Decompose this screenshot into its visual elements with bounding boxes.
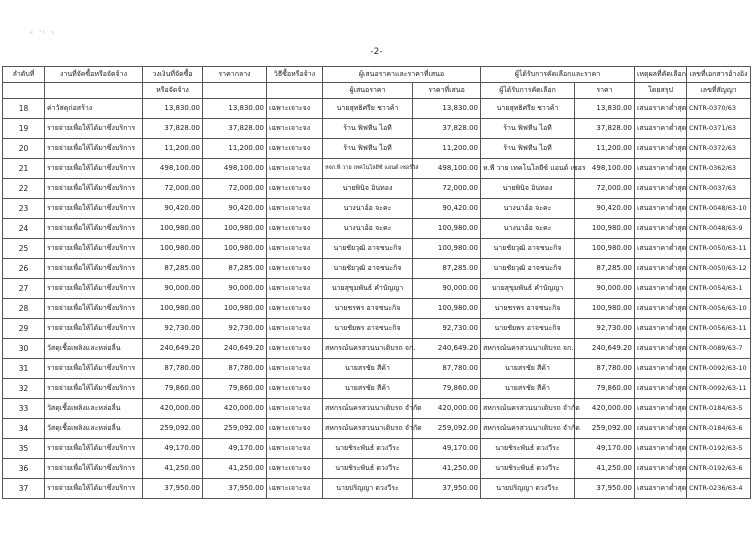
winner-cell: ห.พี วาย เทคโนโลยีซ์ แอนด์ เซอร [481,159,575,179]
median-cell: 37,828.00 [203,119,267,139]
item-cell: รายจ่ายเพื่อให้ได้มาซึ่งบริการ [45,219,143,239]
reason-cell: เสนอราคาต่ำสุด [635,319,687,339]
method-cell: เฉพาะเจาะจง [267,419,323,439]
table-row [3,179,751,199]
contract-number-cell: CNTR-0192/63-5 [687,439,751,459]
seq-cell: 35 [3,439,45,459]
table-row [3,379,751,399]
seq-cell: 18 [3,99,45,119]
procurement-table [2,66,751,499]
header-price: ราคา [575,83,635,99]
winner-cell: นายพินิจ อินทอง [481,179,575,199]
method-cell: เฉพาะเจาะจง [267,259,323,279]
median-cell: 240,649.20 [203,339,267,359]
budget-cell: 100,980.00 [143,219,203,239]
winner-cell: นายชิระพันธ์ ดวงวีระ [481,439,575,459]
price-cell: 100,980.00 [575,219,635,239]
median-cell: 90,000.00 [203,279,267,299]
price-cell: 72,000.00 [575,179,635,199]
price-cell: 37,950.00 [575,479,635,499]
scan-mark: ᵉ ʹᵗ ˢ [30,30,56,38]
seq-cell: 19 [3,119,45,139]
offer-cell: 87,780.00 [413,359,481,379]
bidder-cell: ร้าน ฟิฟทีน ไอที [323,119,413,139]
bidder-cell: นายชิระพันธ์ ดวงวีระ [323,459,413,479]
table-row [3,119,751,139]
contract-number-cell: CNTR-0056/63-11 [687,319,751,339]
item-cell: ค่าวัสดุก่อสร้าง [45,99,143,119]
budget-cell: 90,420.00 [143,199,203,219]
header-budget: วงเงินที่จัดซื้อ [143,67,203,83]
method-cell: เฉพาะเจาะจง [267,179,323,199]
reason-cell: เสนอราคาต่ำสุด [635,299,687,319]
offer-cell: 72,000.00 [413,179,481,199]
bidder-cell: สหกรณ์นครสวนนาเติบรถ จำกัด [323,419,413,439]
method-cell: เฉพาะเจาะจง [267,339,323,359]
table-body [3,99,751,499]
winner-cell: นายชัยพร อาจชนะกิจ [481,319,575,339]
offer-cell: 90,420.00 [413,199,481,219]
header-budget-line2: หรือจัดจ้าง [143,83,203,99]
winner-cell: นางนาอ้อ จะคะ [481,199,575,219]
winner-cell: นายปริญญา ดวงวีระ [481,479,575,499]
item-cell: รายจ่ายเพื่อให้ได้มาซึ่งบริการ [45,179,143,199]
budget-cell: 11,200.00 [143,139,203,159]
price-cell: 498,100.00 [575,159,635,179]
header-reason: เหตุผลที่คัดเลือก [635,67,687,83]
price-cell: 90,000.00 [575,279,635,299]
item-cell: รายจ่ายเพื่อให้ได้มาซึ่งบริการ [45,259,143,279]
budget-cell: 259,092.00 [143,419,203,439]
contract-number-cell: CNTR-0372/63 [687,139,751,159]
median-cell: 37,950.00 [203,479,267,499]
median-cell: 90,420.00 [203,199,267,219]
contract-number-cell: CNTR-0184/63-5 [687,399,751,419]
method-cell: เฉพาะเจาะจง [267,199,323,219]
table-row [3,239,751,259]
table-row [3,279,751,299]
price-cell: 90,420.00 [575,199,635,219]
bidder-cell: นายสรชัย สีค้า [323,359,413,379]
offer-cell: 420,000.00 [413,399,481,419]
bidder-cell: นายสุขุมพันธ์ คำบัญญา [323,279,413,299]
table-row [3,479,751,499]
item-cell: รายจ่ายเพื่อให้ได้มาซึ่งบริการ [45,159,143,179]
median-cell: 259,092.00 [203,419,267,439]
bidder-cell: สหกรณ์นครสวนนาเติบรถ จก. [323,339,413,359]
budget-cell: 87,780.00 [143,359,203,379]
header-reason-line2: โดยสรุป [635,83,687,99]
price-cell: 49,170.00 [575,439,635,459]
header-method-cont [267,83,323,99]
bidder-cell: หจก.พี วาย เทคโนโลยีซ์ แอนด์ เซอร์วิส [323,159,413,179]
seq-cell: 33 [3,399,45,419]
table-row [3,399,751,419]
contract-number-cell: CNTR-0371/63 [687,119,751,139]
bidder-cell: นายปริญญา ดวงวีระ [323,479,413,499]
method-cell: เฉพาะเจาะจง [267,159,323,179]
winner-cell: นายชิระพันธ์ ดวงวีระ [481,459,575,479]
reason-cell: เสนอราคาต่ำสุด [635,419,687,439]
method-cell: เฉพาะเจาะจง [267,459,323,479]
contract-number-cell: CNTR-0054/63-1 [687,279,751,299]
item-cell: รายจ่ายเพื่อให้ได้มาซึ่งบริการ [45,199,143,219]
median-cell: 100,980.00 [203,239,267,259]
method-cell: เฉพาะเจาะจง [267,139,323,159]
offer-cell: 13,830.00 [413,99,481,119]
winner-cell: นางนาอ้อ จะคะ [481,219,575,239]
winner-cell: สหกรณ์นครสวนนาเติบรถ จก. [481,339,575,359]
reason-cell: เสนอราคาต่ำสุด [635,379,687,399]
seq-cell: 36 [3,459,45,479]
method-cell: เฉพาะเจาะจง [267,239,323,259]
bidder-cell: นางนาอ้อ จะคะ [323,219,413,239]
reason-cell: เสนอราคาต่ำสุด [635,359,687,379]
contract-number-cell: CNTR-0048/63-9 [687,219,751,239]
price-cell: 13,830.00 [575,99,635,119]
reason-cell: เสนอราคาต่ำสุด [635,459,687,479]
median-cell: 72,000.00 [203,179,267,199]
table-row [3,419,751,439]
winner-cell: นายสุขุมพันธ์ คำบัญญา [481,279,575,299]
offer-cell: 41,250.00 [413,459,481,479]
median-cell: 11,200.00 [203,139,267,159]
page-number: -2- [370,47,383,57]
header-ref: เลขที่เอกสารอ้างอิง [687,67,751,83]
header-bidders-group: ผู้เสนอราคาและราคาที่เสนอ [323,67,481,83]
seq-cell: 37 [3,479,45,499]
reason-cell: เสนอราคาต่ำสุด [635,239,687,259]
winner-cell: นายชรพร อาจชนะกิจ [481,299,575,319]
median-cell: 87,780.00 [203,359,267,379]
reason-cell: เสนอราคาต่ำสุด [635,479,687,499]
header-item: งานที่จัดซื้อหรือจัดจ้าง [45,67,143,83]
seq-cell: 27 [3,279,45,299]
seq-cell: 29 [3,319,45,339]
method-cell: เฉพาะเจาะจง [267,439,323,459]
contract-number-cell: CNTR-0092/63-10 [687,359,751,379]
seq-cell: 25 [3,239,45,259]
price-cell: 100,980.00 [575,239,635,259]
price-cell: 41,250.00 [575,459,635,479]
median-cell: 41,250.00 [203,459,267,479]
item-cell: รายจ่ายเพื่อให้ได้มาซึ่งบริการ [45,119,143,139]
price-cell: 37,828.00 [575,119,635,139]
method-cell: เฉพาะเจาะจง [267,119,323,139]
price-cell: 100,980.00 [575,299,635,319]
reason-cell: เสนอราคาต่ำสุด [635,399,687,419]
method-cell: เฉพาะเจาะจง [267,279,323,299]
header-median: ราคากลาง [203,67,267,83]
winner-cell: นายสุทธิศรีย ชาวค้า [481,99,575,119]
seq-cell: 32 [3,379,45,399]
seq-cell: 31 [3,359,45,379]
seq-cell: 30 [3,339,45,359]
seq-cell: 20 [3,139,45,159]
bidder-cell: นายชัยพร อาจชนะกิจ [323,319,413,339]
bidder-cell: นายชิระพันธ์ ดวงวีระ [323,439,413,459]
method-cell: เฉพาะเจาะจง [267,99,323,119]
item-cell: วัสดุเชื้อเพลิงและหล่อลื่น [45,399,143,419]
bidder-cell: สหกรณ์นครสวนนาเติบรถ จำกัด [323,399,413,419]
price-cell: 240,649.20 [575,339,635,359]
item-cell: รายจ่ายเพื่อให้ได้มาซึ่งบริการ [45,279,143,299]
contract-number-cell: CNTR-0037/63 [687,179,751,199]
budget-cell: 92,730.00 [143,319,203,339]
offer-cell: 498,100.00 [413,159,481,179]
offer-cell: 92,730.00 [413,319,481,339]
item-cell: รายจ่ายเพื่อให้ได้มาซึ่งบริการ [45,479,143,499]
header-offer: ราคาที่เสนอ [413,83,481,99]
winner-cell: นายชัยวุฒิ อาจชนะกิจ [481,259,575,279]
budget-cell: 37,950.00 [143,479,203,499]
median-cell: 79,860.00 [203,379,267,399]
bidder-cell: นายพินิจ อินทอง [323,179,413,199]
item-cell: รายจ่ายเพื่อให้ได้มาซึ่งบริการ [45,299,143,319]
offer-cell: 240,649.20 [413,339,481,359]
budget-cell: 87,285.00 [143,259,203,279]
contract-number-cell: CNTR-0236/63-4 [687,479,751,499]
header-winner: ผู้ได้รับการคัดเลือก [481,83,575,99]
budget-cell: 100,980.00 [143,299,203,319]
budget-cell: 49,170.00 [143,439,203,459]
item-cell: รายจ่ายเพื่อให้ได้มาซึ่งบริการ [45,239,143,259]
table-row [3,159,751,179]
table-row [3,359,751,379]
contract-number-cell: CNTR-0048/63-10 [687,199,751,219]
contract-number-cell: CNTR-0089/63-7 [687,339,751,359]
budget-cell: 100,980.00 [143,239,203,259]
table-row [3,199,751,219]
reason-cell: เสนอราคาต่ำสุด [635,139,687,159]
budget-cell: 79,860.00 [143,379,203,399]
table-row [3,219,751,239]
header-bidder: ผู้เสนอราคา [323,83,413,99]
header-median-cont [203,83,267,99]
winner-cell: นายสรชัย สีค้า [481,359,575,379]
winner-cell: ร้าน ฟิฟทีน ไอที [481,139,575,159]
reason-cell: เสนอราคาต่ำสุด [635,199,687,219]
median-cell: 92,730.00 [203,319,267,339]
median-cell: 49,170.00 [203,439,267,459]
winner-cell: นายสรชัย สีค้า [481,379,575,399]
reason-cell: เสนอราคาต่ำสุด [635,439,687,459]
offer-cell: 100,980.00 [413,219,481,239]
contract-number-cell: CNTR-0050/63-11 [687,239,751,259]
offer-cell: 259,092.00 [413,419,481,439]
budget-cell: 90,000.00 [143,279,203,299]
reason-cell: เสนอราคาต่ำสุด [635,179,687,199]
reason-cell: เสนอราคาต่ำสุด [635,259,687,279]
contract-number-cell: CNTR-0184/63-6 [687,419,751,439]
seq-cell: 24 [3,219,45,239]
method-cell: เฉพาะเจาะจง [267,299,323,319]
bidder-cell: นายสรชัย สีค้า [323,379,413,399]
price-cell: 79,860.00 [575,379,635,399]
seq-cell: 22 [3,179,45,199]
header-seq-cont [3,83,45,99]
budget-cell: 498,100.00 [143,159,203,179]
seq-cell: 21 [3,159,45,179]
item-cell: รายจ่ายเพื่อให้ได้มาซึ่งบริการ [45,319,143,339]
header-selected-group: ผู้ได้รับการคัดเลือกและราคา [481,67,635,83]
median-cell: 420,000.00 [203,399,267,419]
header-method: วิธีซื้อหรือจ้าง [267,67,323,83]
winner-cell: สหกรณ์นครสวนนาเติบรถ จำกัด [481,399,575,419]
price-cell: 92,730.00 [575,319,635,339]
reason-cell: เสนอราคาต่ำสุด [635,99,687,119]
seq-cell: 23 [3,199,45,219]
offer-cell: 49,170.00 [413,439,481,459]
offer-cell: 100,980.00 [413,299,481,319]
contract-number-cell: CNTR-0370/63 [687,99,751,119]
table-row [3,459,751,479]
method-cell: เฉพาะเจาะจง [267,319,323,339]
median-cell: 100,980.00 [203,219,267,239]
offer-cell: 79,860.00 [413,379,481,399]
offer-cell: 100,980.00 [413,239,481,259]
median-cell: 100,980.00 [203,299,267,319]
offer-cell: 11,200.00 [413,139,481,159]
price-cell: 87,285.00 [575,259,635,279]
header-seq: ลำดับที่ [3,67,45,83]
contract-number-cell: CNTR-0192/63-6 [687,459,751,479]
table-row [3,339,751,359]
bidder-cell: นายชรพร อาจชนะกิจ [323,299,413,319]
bidder-cell: นายชัยวุฒิ อาจชนะกิจ [323,259,413,279]
contract-number-cell: CNTR-0362/63 [687,159,751,179]
item-cell: รายจ่ายเพื่อให้ได้มาซึ่งบริการ [45,439,143,459]
method-cell: เฉพาะเจาะจง [267,399,323,419]
budget-cell: 13,830.00 [143,99,203,119]
offer-cell: 37,950.00 [413,479,481,499]
budget-cell: 41,250.00 [143,459,203,479]
seq-cell: 26 [3,259,45,279]
budget-cell: 240,649.20 [143,339,203,359]
offer-cell: 87,285.00 [413,259,481,279]
median-cell: 13,830.00 [203,99,267,119]
contract-number-cell: CNTR-0092/63-11 [687,379,751,399]
price-cell: 87,780.00 [575,359,635,379]
seq-cell: 34 [3,419,45,439]
table-row [3,439,751,459]
bidder-cell: นายชัยวุฒิ อาจชนะกิจ [323,239,413,259]
contract-number-cell: CNTR-0056/63-10 [687,299,751,319]
winner-cell: นายชัยวุฒิ อาจชนะกิจ [481,239,575,259]
table-row [3,299,751,319]
header-ref-line2: เลขที่สัญญา [687,83,751,99]
budget-cell: 37,828.00 [143,119,203,139]
median-cell: 498,100.00 [203,159,267,179]
table-row [3,139,751,159]
budget-cell: 72,000.00 [143,179,203,199]
bidder-cell: นายสุทธิศรีย ชาวค้า [323,99,413,119]
item-cell: รายจ่ายเพื่อให้ได้มาซึ่งบริการ [45,459,143,479]
item-cell: วัสดุเชื้อเพลิงและหล่อลื่น [45,339,143,359]
offer-cell: 90,000.00 [413,279,481,299]
budget-cell: 420,000.00 [143,399,203,419]
contract-number-cell: CNTR-0050/63-12 [687,259,751,279]
winner-cell: สหกรณ์นครสวนนาเติบรถ จำกัด [481,419,575,439]
reason-cell: เสนอราคาต่ำสุด [635,159,687,179]
median-cell: 87,285.00 [203,259,267,279]
bidder-cell: นางนาอ้อ จะคะ [323,199,413,219]
header-item-cont [45,83,143,99]
method-cell: เฉพาะเจาะจง [267,219,323,239]
table-row [3,259,751,279]
offer-cell: 37,828.00 [413,119,481,139]
table-row [3,319,751,339]
method-cell: เฉพาะเจาะจง [267,359,323,379]
method-cell: เฉพาะเจาะจง [267,379,323,399]
item-cell: รายจ่ายเพื่อให้ได้มาซึ่งบริการ [45,139,143,159]
item-cell: รายจ่ายเพื่อให้ได้มาซึ่งบริการ [45,359,143,379]
bidder-cell: ร้าน ฟิฟทีน ไอที [323,139,413,159]
item-cell: รายจ่ายเพื่อให้ได้มาซึ่งบริการ [45,379,143,399]
method-cell: เฉพาะเจาะจง [267,479,323,499]
price-cell: 259,092.00 [575,419,635,439]
reason-cell: เสนอราคาต่ำสุด [635,279,687,299]
reason-cell: เสนอราคาต่ำสุด [635,219,687,239]
winner-cell: ร้าน ฟิฟทีน ไอที [481,119,575,139]
reason-cell: เสนอราคาต่ำสุด [635,119,687,139]
seq-cell: 28 [3,299,45,319]
price-cell: 11,200.00 [575,139,635,159]
item-cell: วัสดุเชื้อเพลิงและหล่อลื่น [45,419,143,439]
table-row [3,99,751,119]
reason-cell: เสนอราคาต่ำสุด [635,339,687,359]
price-cell: 420,000.00 [575,399,635,419]
